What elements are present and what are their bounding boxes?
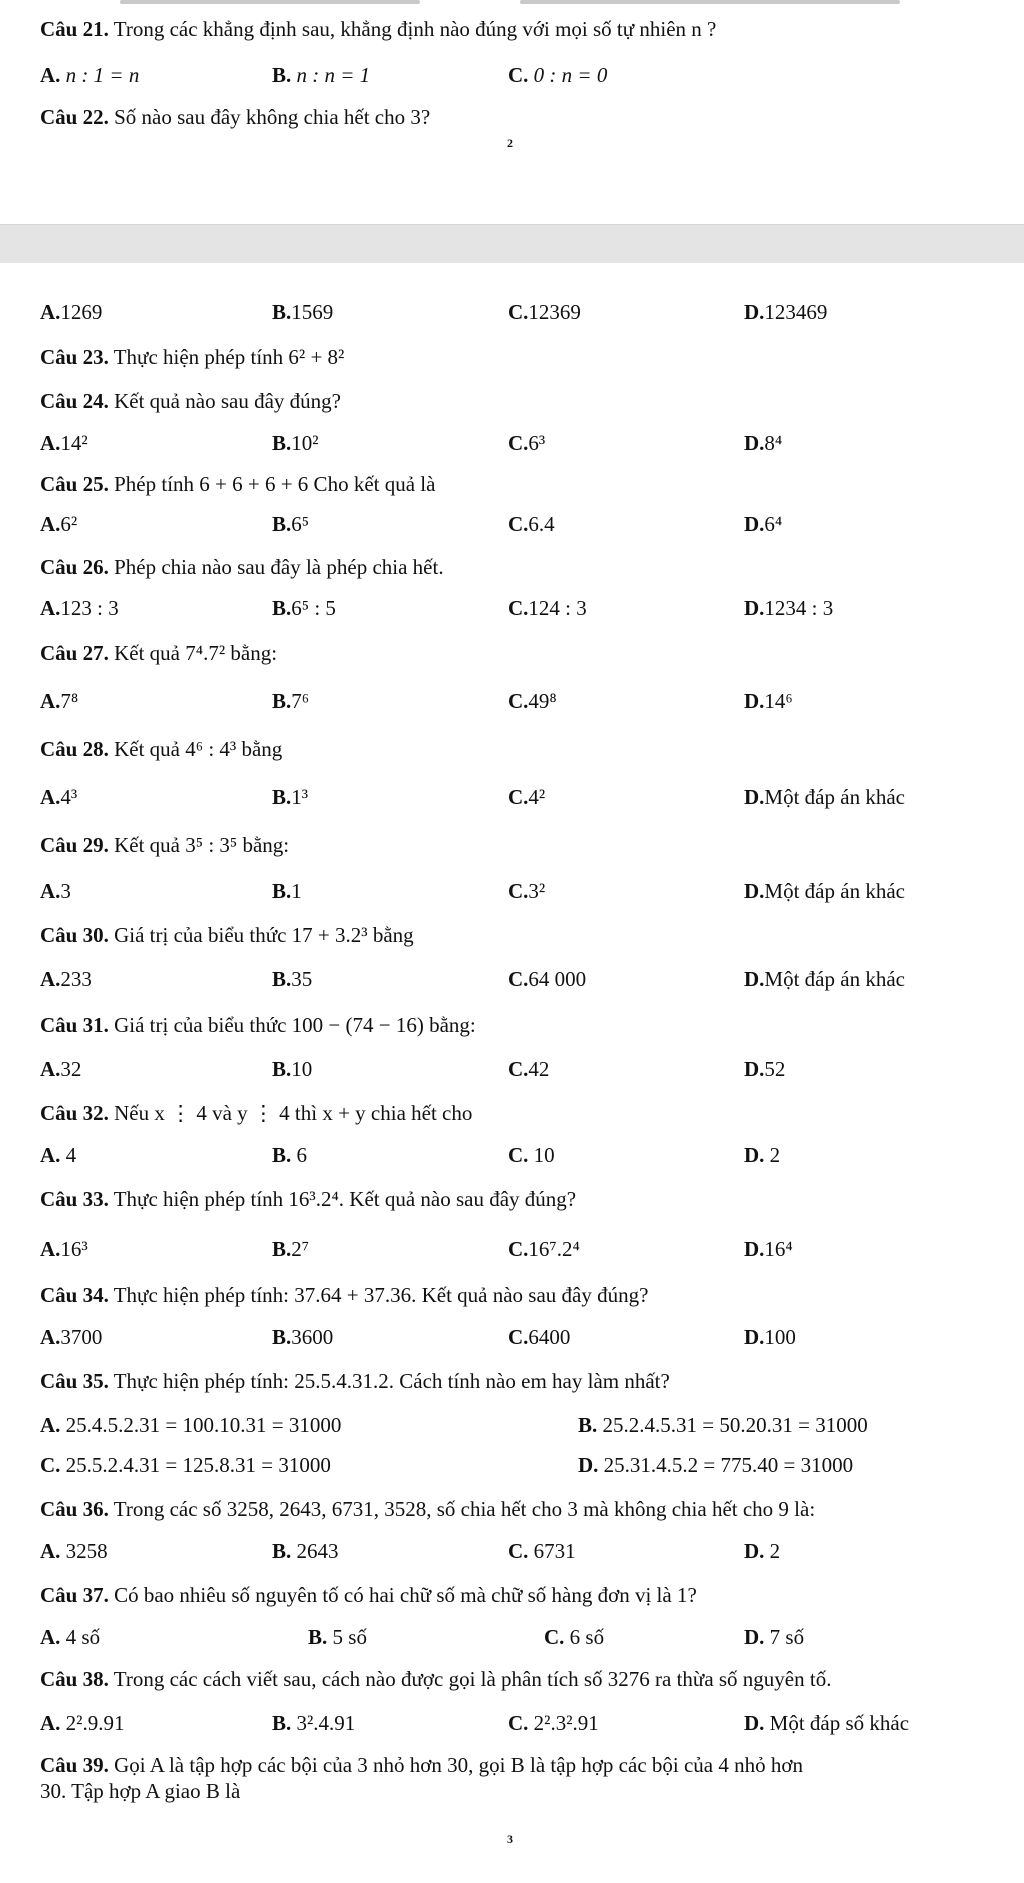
option-d[interactable]: D.Một đáp án khác bbox=[744, 879, 905, 903]
option-b[interactable]: B. 25.2.4.5.31 = 50.20.31 = 31000 bbox=[578, 1413, 868, 1437]
option-c[interactable]: C.3² bbox=[508, 879, 546, 903]
question-text: Có bao nhiêu số nguyên tố có hai chữ số mà chữ số hàng đơn vị là 1? bbox=[114, 1583, 697, 1607]
question-number: Câu 32. bbox=[40, 1101, 109, 1125]
question-text: Kết quả 7⁴.7² bằng: bbox=[114, 641, 278, 665]
option-d[interactable]: D. 7 số bbox=[744, 1625, 805, 1649]
question-number: Câu 29. bbox=[40, 833, 109, 857]
question-number: Câu 34. bbox=[40, 1283, 109, 1307]
question-36 bbox=[40, 1496, 1000, 1522]
options-30 bbox=[0, 964, 1024, 994]
options-38 bbox=[0, 1708, 1024, 1738]
question-number: Câu 27. bbox=[40, 641, 109, 665]
question-text: Trong các cách viết sau, cách nào được gọi là phân tích số 3276 ra thừa số nguyên tố. bbox=[113, 1667, 832, 1691]
option-c[interactable]: C. 25.5.2.4.31 = 125.8.31 = 31000 bbox=[40, 1453, 331, 1477]
option-b[interactable]: B.6⁵ : 5 bbox=[272, 596, 336, 620]
options-37 bbox=[0, 1622, 1024, 1652]
question-23 bbox=[40, 344, 1000, 370]
option-a[interactable]: A.4³ bbox=[40, 785, 78, 809]
question-26 bbox=[40, 554, 1000, 580]
option-a[interactable]: A. 2².9.91 bbox=[40, 1711, 125, 1735]
options-35-row2 bbox=[0, 1450, 1024, 1480]
option-a[interactable]: A.123 : 3 bbox=[40, 596, 119, 620]
question-text-continued: 30. Tập hợp A giao B là bbox=[40, 1779, 241, 1803]
option-d[interactable]: D. 2 bbox=[744, 1539, 781, 1563]
question-number: Câu 21. bbox=[40, 17, 109, 41]
options-22 bbox=[0, 297, 1024, 327]
question-number: Câu 31. bbox=[40, 1013, 109, 1037]
option-d[interactable]: D. 25.31.4.5.2 = 775.40 = 31000 bbox=[578, 1453, 854, 1477]
question-29 bbox=[40, 832, 1000, 858]
question-28 bbox=[40, 736, 1000, 762]
option-a[interactable]: A. 25.4.5.2.31 = 100.10.31 = 31000 bbox=[40, 1413, 342, 1437]
question-number: Câu 24. bbox=[40, 389, 109, 413]
question-number: Câu 26. bbox=[40, 555, 109, 579]
options-26 bbox=[0, 593, 1024, 623]
option-c[interactable]: C. 6731 bbox=[508, 1539, 576, 1563]
question-27 bbox=[40, 640, 1000, 666]
question-number: Câu 39. bbox=[40, 1753, 109, 1777]
options-35-row1 bbox=[0, 1410, 1024, 1440]
option-b[interactable]: B.3600 bbox=[272, 1325, 334, 1349]
option-c[interactable]: C.42 bbox=[508, 1057, 550, 1081]
question-39 bbox=[40, 1752, 1000, 1778]
option-d[interactable]: D.Một đáp án khác bbox=[744, 785, 905, 809]
question-number: Câu 30. bbox=[40, 923, 109, 947]
option-c[interactable]: C.6.4 bbox=[508, 512, 555, 536]
question-21 bbox=[40, 16, 1000, 42]
option-d[interactable]: D.6⁴ bbox=[744, 512, 783, 536]
option-a[interactable]: A.6² bbox=[40, 512, 78, 536]
option-a[interactable]: A. n : 1 = n bbox=[40, 63, 140, 87]
question-39-continued bbox=[40, 1778, 1000, 1804]
options-32 bbox=[0, 1140, 1024, 1170]
page-number: 3 bbox=[507, 1832, 513, 1846]
option-c[interactable]: C.49⁸ bbox=[508, 689, 557, 713]
option-c[interactable]: C.4² bbox=[508, 785, 546, 809]
question-text: Số nào sau đây không chia hết cho 3? bbox=[114, 105, 431, 129]
option-c[interactable]: C. 0 : n = 0 bbox=[508, 63, 608, 87]
option-c[interactable]: C.6400 bbox=[508, 1325, 571, 1349]
option-d[interactable]: D.123469 bbox=[744, 300, 828, 324]
option-b[interactable]: B.35 bbox=[272, 967, 313, 991]
question-22 bbox=[40, 104, 1000, 130]
options-29 bbox=[0, 876, 1024, 906]
question-number: Câu 33. bbox=[40, 1187, 109, 1211]
option-a[interactable]: A. 4 số bbox=[40, 1625, 101, 1649]
option-d[interactable]: D. Một đáp số khác bbox=[744, 1711, 910, 1735]
question-number: Câu 38. bbox=[40, 1667, 109, 1691]
option-b[interactable]: B. 6 bbox=[272, 1143, 308, 1167]
question-text: Phép chia nào sau đây là phép chia hết. bbox=[114, 555, 444, 579]
question-text: Trong các khẳng định sau, khẳng định nào đúng với mọi số tự nhiên n ? bbox=[113, 17, 717, 41]
question-text: Kết quả 3⁵ : 3⁵ bằng: bbox=[114, 833, 290, 857]
option-a[interactable]: A.14² bbox=[40, 431, 88, 455]
options-21 bbox=[0, 60, 1024, 90]
page-number: 2 bbox=[507, 136, 513, 150]
option-a[interactable]: A.233 bbox=[40, 967, 92, 991]
option-c[interactable]: C.6³ bbox=[508, 431, 546, 455]
option-c[interactable]: C.12369 bbox=[508, 300, 581, 324]
question-35 bbox=[40, 1368, 1000, 1394]
options-36 bbox=[0, 1536, 1024, 1566]
option-a[interactable]: A. 4 bbox=[40, 1143, 77, 1167]
question-37 bbox=[40, 1582, 1000, 1608]
question-number: Câu 35. bbox=[40, 1369, 109, 1393]
question-24 bbox=[40, 388, 1000, 414]
option-a[interactable]: A.7⁸ bbox=[40, 689, 79, 713]
option-d[interactable]: D.16⁴ bbox=[744, 1237, 793, 1261]
option-a[interactable]: A.32 bbox=[40, 1057, 82, 1081]
options-24 bbox=[0, 428, 1024, 458]
question-30 bbox=[40, 922, 1000, 948]
option-d[interactable]: D. 2 bbox=[744, 1143, 781, 1167]
option-d[interactable]: D.14⁶ bbox=[744, 689, 793, 713]
option-d[interactable]: D.100 bbox=[744, 1325, 796, 1349]
option-b[interactable]: B.10² bbox=[272, 431, 319, 455]
question-number: Câu 36. bbox=[40, 1497, 109, 1521]
question-text: Giá trị của biểu thức 17 + 3.2³ bằng bbox=[114, 923, 414, 947]
question-number: Câu 22. bbox=[40, 105, 109, 129]
question-31 bbox=[40, 1012, 1000, 1038]
option-c[interactable]: C. 2².3².91 bbox=[508, 1711, 599, 1735]
option-a[interactable]: A.3 bbox=[40, 879, 71, 903]
option-d[interactable]: D.52 bbox=[744, 1057, 786, 1081]
option-d[interactable]: D.Một đáp án khác bbox=[744, 967, 905, 991]
option-a[interactable]: A.1269 bbox=[40, 300, 103, 324]
question-25 bbox=[40, 471, 1000, 497]
question-number: Câu 28. bbox=[40, 737, 109, 761]
question-number: Câu 23. bbox=[40, 345, 109, 369]
options-25 bbox=[0, 509, 1024, 539]
question-text: Kết quả 4⁶ : 4³ bằng bbox=[114, 737, 283, 761]
option-b[interactable]: B. 5 số bbox=[308, 1625, 367, 1649]
cropped-header-strip bbox=[0, 0, 1024, 6]
question-number: Câu 25. bbox=[40, 472, 109, 496]
option-c[interactable]: C. 10 bbox=[508, 1143, 555, 1167]
option-b[interactable]: B.1³ bbox=[272, 785, 309, 809]
question-38 bbox=[40, 1666, 1000, 1692]
question-text: Thực hiện phép tính 16³.2⁴. Kết quả nào sau đây đúng? bbox=[113, 1187, 577, 1211]
option-c[interactable]: C.124 : 3 bbox=[508, 596, 587, 620]
option-d[interactable]: D.1234 : 3 bbox=[744, 596, 834, 620]
question-text: Phép tính 6 + 6 + 6 + 6 Cho kết quả là bbox=[114, 472, 436, 496]
question-text: Thực hiện phép tính: 25.5.4.31.2. Cách tính nào em hay làm nhất? bbox=[113, 1369, 670, 1393]
question-32 bbox=[40, 1100, 1000, 1126]
option-b[interactable]: B.6⁵ bbox=[272, 512, 310, 536]
option-a[interactable]: A.3700 bbox=[40, 1325, 103, 1349]
question-33 bbox=[40, 1186, 1000, 1212]
question-text: Giá trị của biểu thức 100 − (74 − 16) bằng: bbox=[114, 1013, 476, 1037]
option-b[interactable]: B.1 bbox=[272, 879, 302, 903]
question-text: Thực hiện phép tính 6² + 8² bbox=[113, 345, 345, 369]
option-b[interactable]: B.10 bbox=[272, 1057, 313, 1081]
question-text: Thực hiện phép tính: 37.64 + 37.36. Kết quả nào sau đây đúng? bbox=[113, 1283, 649, 1307]
option-b[interactable]: B. n : n = 1 bbox=[272, 63, 371, 87]
question-number: Câu 37. bbox=[40, 1583, 109, 1607]
question-text: Trong các số 3258, 2643, 6731, 3528, số chia hết cho 3 mà không chia hết cho 9 là: bbox=[113, 1497, 816, 1521]
option-b[interactable]: B. 2643 bbox=[272, 1539, 339, 1563]
question-text: Nếu x ⋮ 4 và y ⋮ 4 thì x + y chia hết cho bbox=[114, 1101, 473, 1125]
question-34 bbox=[40, 1282, 1000, 1308]
options-34 bbox=[0, 1322, 1024, 1352]
option-b[interactable]: B.1569 bbox=[272, 300, 334, 324]
options-28 bbox=[0, 782, 1024, 812]
option-a[interactable]: A.16³ bbox=[40, 1237, 88, 1261]
options-31 bbox=[0, 1054, 1024, 1084]
option-b[interactable]: B. 3².4.91 bbox=[272, 1711, 356, 1735]
options-27 bbox=[0, 686, 1024, 716]
option-c[interactable]: C.64 000 bbox=[508, 967, 587, 991]
option-c[interactable]: C.16⁷.2⁴ bbox=[508, 1237, 580, 1261]
question-text: Kết quả nào sau đây đúng? bbox=[114, 389, 341, 413]
page-break-gap bbox=[0, 224, 1024, 263]
option-d[interactable]: D.8⁴ bbox=[744, 431, 783, 455]
option-a[interactable]: A. 3258 bbox=[40, 1539, 108, 1563]
option-b[interactable]: B.2⁷ bbox=[272, 1237, 310, 1261]
question-text: Gọi A là tập hợp các bội của 3 nhỏ hơn 30, gọi B là tập hợp các bội của 4 nhỏ hơn bbox=[114, 1753, 803, 1777]
options-33 bbox=[0, 1234, 1024, 1264]
option-c[interactable]: C. 6 số bbox=[544, 1625, 605, 1649]
option-b[interactable]: B.7⁶ bbox=[272, 689, 310, 713]
